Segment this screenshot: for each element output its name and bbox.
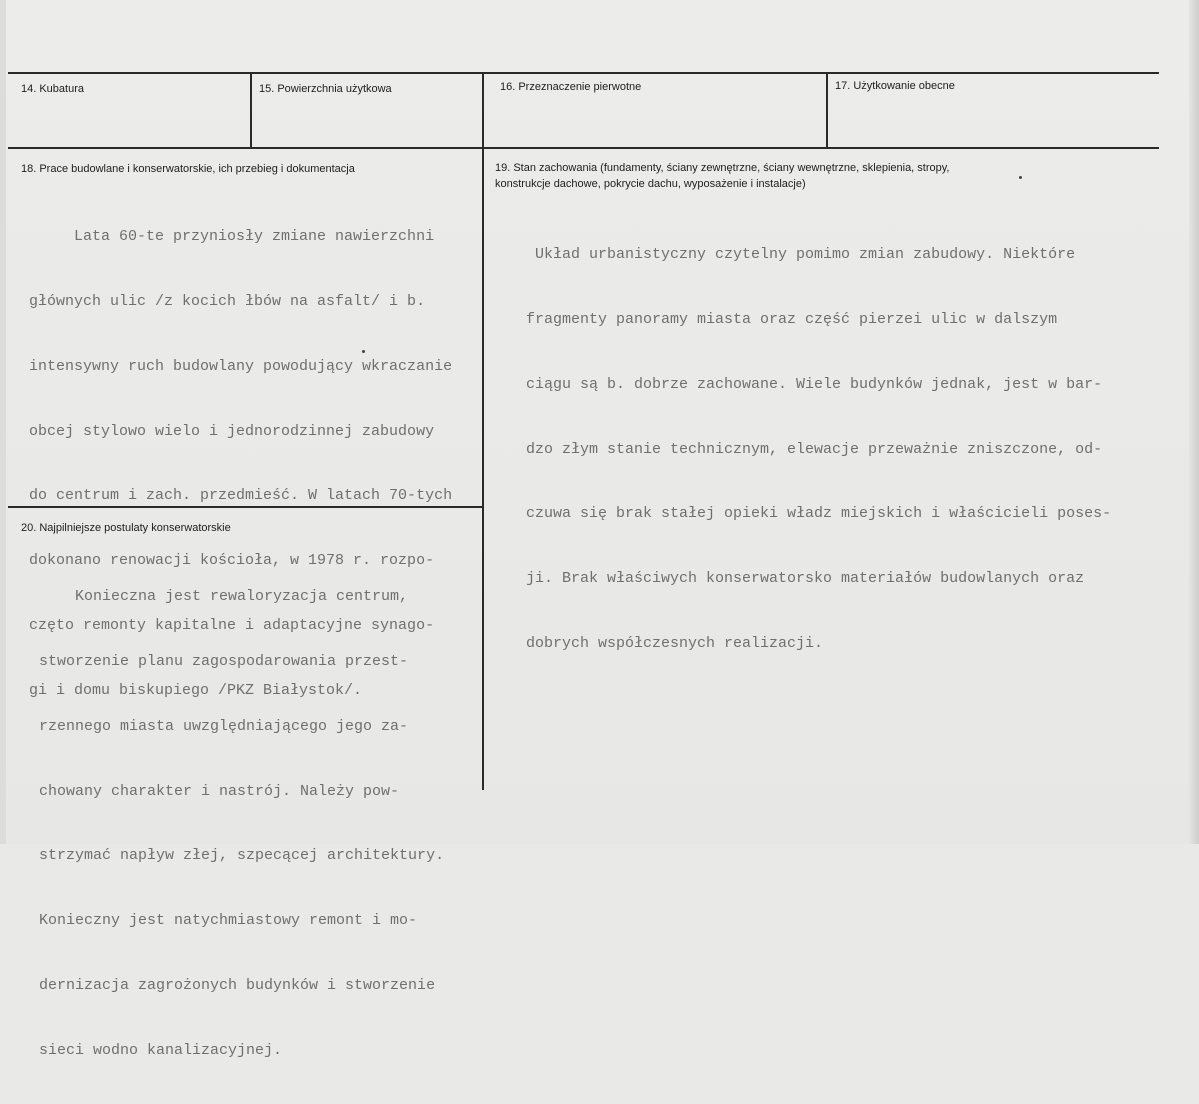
- main-divider: [482, 72, 484, 790]
- field-19-text: [526, 201, 1111, 698]
- text-line: czuwa się brak stałej opieki władz miejskich i właścicieli poses-: [526, 505, 1112, 523]
- field-16-label: 16. Przeznaczenie pierwotne: [500, 81, 642, 93]
- text-line: głównych ulic /z kocich łbów na asfalt/ i b.: [29, 292, 426, 310]
- top-rule: [8, 72, 1159, 74]
- text-line: rzennego miasta uwzględniającego jego za-: [39, 717, 409, 735]
- text-line: strzymać napływ złej, szpecącej architektury.: [39, 847, 445, 865]
- text-line: Konieczna jest rewaloryzacja centrum,: [39, 588, 409, 606]
- text-line: fragmenty panoramy miasta oraz część pierzei ulic w dalszym: [526, 310, 1058, 328]
- text-line: Układ urbanistyczny czytelny pomimo zmian zabudowy. Niektóre: [526, 246, 1076, 264]
- text-line: dernizacja zagrożonych budynków i stworzenie: [39, 976, 436, 994]
- divider-16-17: [826, 72, 828, 149]
- text-line: Lata 60-te przyniosły zmiane nawierzchni: [29, 228, 435, 246]
- text-line: ciągu są b. dobrze zachowane. Wiele budynków jednak, jest w bar-: [526, 375, 1103, 393]
- text-line: gi i domu biskupiego /PKZ Białystok/.: [29, 681, 363, 699]
- card-edge-left: [0, 0, 6, 844]
- field-20-text: [39, 543, 444, 1104]
- field-20-label: 20. Najpilniejsze postulaty konserwatorskie: [21, 522, 231, 534]
- text-line: dokonano renowacji kościoła, w 1978 r. rozpo-: [29, 552, 435, 570]
- field-19-label-line1: 19. Stan zachowania (fundamenty, ściany zewnętrzne, ściany wewnętrzne, sklepienia, stropy,: [495, 162, 950, 174]
- row1-bottom-rule: [8, 147, 1159, 149]
- field-18-label: 18. Prace budowlane i konserwatorskie, ich przebieg i dokumentacja: [21, 163, 355, 175]
- field-17-label: 17. Użytkowanie obecne: [835, 80, 955, 92]
- text-line: obcej stylowo wielo i jednorodzinnej zabudowy: [29, 422, 435, 440]
- text-line: do centrum i zach. przedmieść. W latach 70-tych: [29, 487, 453, 505]
- text-line: Konieczny jest natychmiastowy remont i mo-: [39, 912, 418, 930]
- text-line: sieci wodno kanalizacyjnej.: [39, 1041, 283, 1059]
- ink-speck: [362, 350, 365, 353]
- text-line: dobrych współczesnych realizacji.: [526, 634, 824, 652]
- card-edge-right: [1189, 0, 1199, 844]
- text-line: częto remonty kapitalne i adaptacyjne synago-: [29, 616, 435, 634]
- text-line: ji. Brak właściwych konserwatorsko materiałów budowlanych oraz: [526, 570, 1085, 588]
- field-19-label-line2: konstrukcje dachowe, pokrycie dachu, wyposażenie i instalacje): [495, 178, 806, 190]
- field-15-label: 15. Powierzchnia użytkowa: [259, 83, 392, 95]
- text-line: stworzenie planu zagospodarowania przest-: [39, 652, 409, 670]
- field-14-label: 14. Kubatura: [21, 83, 84, 95]
- divider-14-15: [250, 72, 252, 149]
- ink-speck: [1019, 176, 1022, 179]
- text-line: dzo złym stanie technicznym, elewacje przeważnie zniszczone, od-: [526, 440, 1103, 458]
- text-line: intensywny ruch budowlany powodujący wkraczanie: [29, 357, 453, 375]
- text-line: chowany charakter i nastrój. Należy pow-: [39, 782, 400, 800]
